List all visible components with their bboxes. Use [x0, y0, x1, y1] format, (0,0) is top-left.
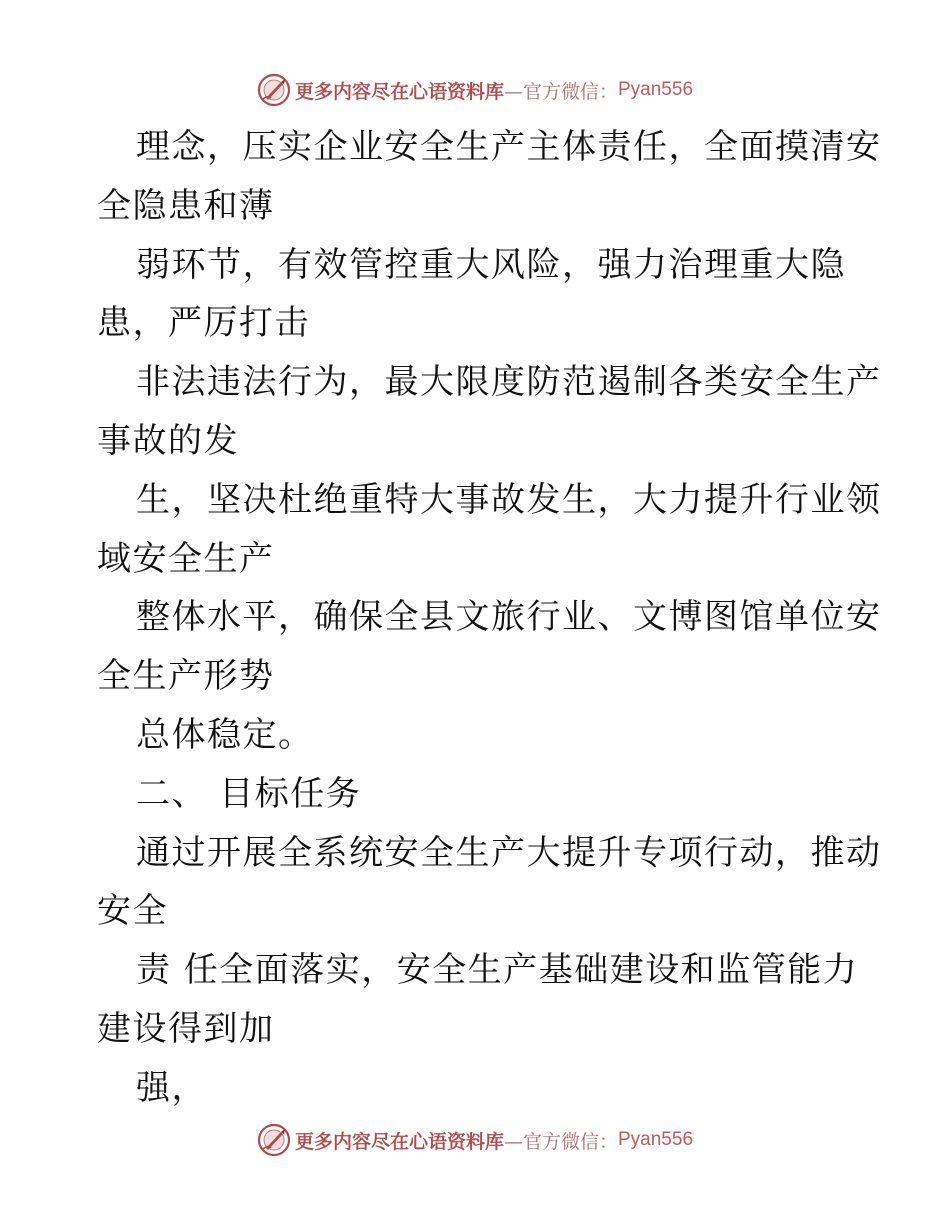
header-banner: [0, 70, 950, 110]
footer-separator-text: —官方微信：: [503, 1130, 618, 1153]
body-line-10: 全生产形势: [97, 656, 275, 697]
body-line-4: 患，严厉打击: [97, 303, 310, 344]
footer-banner: [0, 1120, 950, 1160]
quill-pen-logo-icon: [257, 73, 291, 107]
body-line-15: 责 任全面落实，安全生产基础建设和监管能力: [136, 950, 859, 991]
body-line-3: 弱环节，有效管控重大风险，强力治理重大隐: [136, 244, 846, 285]
header-promo-text: 更多内容尽在心语资料库: [294, 80, 504, 103]
body-line-11: 总体稳定。: [136, 714, 314, 755]
header-separator-text: —官方微信：: [503, 80, 618, 103]
body-line-13: 通过开展全系统安全生产大提升专项行动，推动: [136, 832, 882, 873]
footer-promo-text: 更多内容尽在心语资料库: [294, 1130, 504, 1153]
quill-pen-logo-icon: [257, 1123, 291, 1157]
body-line-17: 强，: [136, 1067, 207, 1108]
section-heading: 二、 目标任务: [136, 773, 362, 814]
body-line-8: 域安全生产: [97, 538, 275, 579]
body-line-5: 非法违法行为，最大限度防范遏制各类安全生产: [136, 362, 882, 403]
body-line-6: 事故的发: [97, 420, 239, 461]
header-wechat-id: Pyan556: [618, 79, 694, 100]
body-line-16: 建设得到加: [97, 1008, 275, 1049]
body-line-14: 安全: [97, 891, 168, 932]
body-line-7: 生，坚决杜绝重特大事故发生，大力提升行业领: [136, 479, 882, 520]
body-line-2: 全隐患和薄: [97, 185, 275, 226]
body-line-1: 理念，压实企业安全生产主体责任，全面摸清安: [136, 127, 882, 167]
body-line-9: 整体水平，确保全县文旅行业、文博图馆单位安: [136, 597, 882, 638]
footer-wechat-id: Pyan556: [618, 1129, 694, 1150]
document-body: [97, 118, 882, 1118]
